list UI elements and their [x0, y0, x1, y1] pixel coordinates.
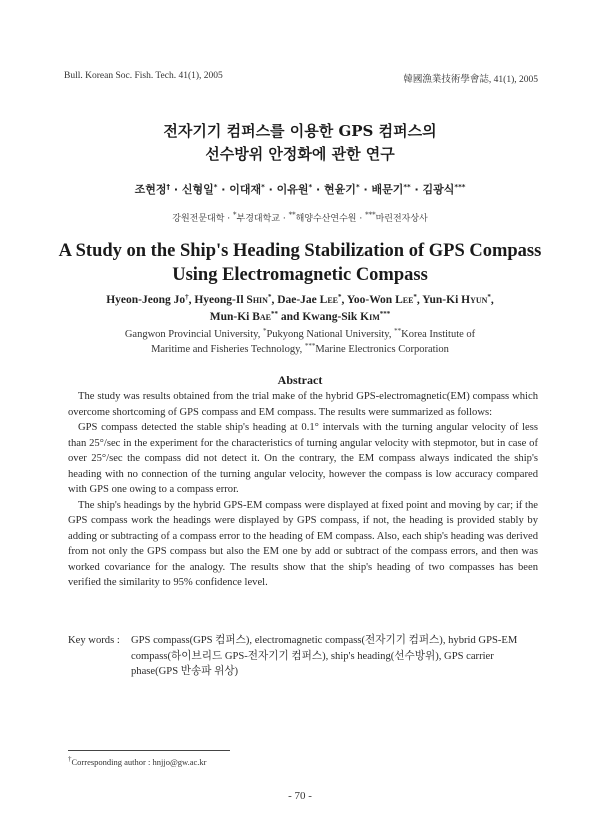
- running-head-right: 韓國漁業技術學會誌, 41(1), 2005: [403, 75, 538, 85]
- keywords-label: Key words :: [68, 635, 120, 646]
- affil-separator: ·: [280, 214, 289, 224]
- korean-author-5: 현윤기: [324, 183, 356, 196]
- affil-part: 해양수산연수원: [295, 214, 357, 224]
- korean-affiliation: [0, 211, 600, 224]
- affil-separator: ·: [356, 214, 366, 224]
- author-name: Yoo-Won: [346, 294, 396, 306]
- and-word: and: [280, 311, 300, 323]
- author-mark: **: [403, 183, 411, 191]
- abstract-paragraph: GPS compass detected the stable ship's heading at 0.1° intervals with the turning angular velocity of less than 25°/sec in the experiment for the characteristics of turning angular velocity with stepmotor, but in case of over 25°/sec the compass did not detect it. On the contrary, the EM compass always indicated the ship's heading with no connection of the turning angular velocity, however the compass is low accuracy compared with GPS one owing to a compass error.: [68, 422, 538, 495]
- author-surname: Lee: [319, 294, 338, 306]
- author-name: Dae-Jae: [277, 294, 320, 306]
- author-mark: *: [308, 183, 313, 191]
- footnote-mark: †: [68, 755, 72, 763]
- author-surname: Bae: [252, 311, 272, 323]
- author-mark: *: [413, 293, 417, 301]
- author-mark: *: [213, 183, 218, 191]
- affil-separator: ·: [224, 214, 234, 224]
- affil-part: Pukyong National University,: [266, 329, 395, 340]
- keywords: [68, 633, 538, 680]
- author-surname: Shin: [246, 294, 268, 306]
- author-mark: †: [166, 183, 170, 191]
- english-affiliation-line2: [0, 342, 600, 357]
- english-affiliation: [0, 327, 600, 357]
- korean-author-4: 이유원: [276, 183, 309, 196]
- english-title-line1: A Study on the Ship's Heading Stabilization of GPS Compass: [58, 241, 542, 261]
- english-title: [0, 239, 600, 287]
- affil-part: 강원전문대학: [172, 214, 225, 224]
- affil-part: 부경대학교: [236, 214, 281, 224]
- korean-authors: 조현정† · 신형일* · 이대재* · 이유원* · 현윤기* · 배문기** · 김광식***: [134, 183, 466, 196]
- korean-author-1: 조현정: [134, 183, 167, 196]
- affil-mark: ***: [365, 211, 376, 219]
- korean-title-line1: 전자기기 컴퍼스를 이용한 GPS 컴퍼스의: [163, 122, 437, 140]
- korean-author-3: 이대재: [229, 183, 262, 196]
- author-mark: **: [271, 310, 279, 318]
- english-title-line2: Using Electromagnetic Compass: [172, 265, 428, 285]
- author-mark: *: [487, 293, 491, 301]
- author-mark: ***: [454, 183, 466, 191]
- affil-mark: *: [233, 211, 237, 219]
- footnote: [68, 757, 207, 767]
- korean-author-2: 신형일: [181, 183, 214, 196]
- affil-mark: **: [394, 327, 402, 335]
- affil-mark: ***: [304, 342, 316, 350]
- abstract-heading: Abstract: [277, 373, 323, 387]
- author-name: Kwang-Sik: [302, 311, 361, 323]
- korean-author-6: 배문기: [371, 183, 404, 196]
- author-surname: Kim: [360, 311, 380, 323]
- author-name: Yun-Ki: [422, 294, 462, 306]
- author-mark: *: [261, 183, 265, 191]
- abstract-paragraph: The ship's headings by the hybrid GPS-EM compass were displayed at fixed point and moving by car; if the GPS compass work the headings were displayed by GPS compass, if not, the heading is provided stably by adding or subtracting of a compass error to the heading of EM compass. Also, each ship's heading was derived from not only the GPS compass but also the EM one by add or subtract of the compass errors, and then was worked covariance for the analogy. The results show that the ship's heading of two compasses has been verified the similarity to 95% confidence level.: [68, 499, 538, 588]
- korean-title-line2: 선수방위 안정화에 관한 연구: [205, 145, 395, 163]
- author-surname: Lee: [395, 294, 414, 306]
- author-name: Hyeong-Il: [194, 294, 247, 306]
- page-number: - 70 -: [288, 790, 312, 802]
- keywords-text: GPS compass(GPS 컴퍼스), electromagnetic compass(전자기기 컴퍼스), hybrid GPS-EM compass(하이브리드 GPS-전자기기 컴퍼스), ship's heading(선수방위), GPS carrier phase(GPS 반송파 위상): [131, 635, 518, 677]
- english-authors: [0, 292, 600, 326]
- abstract-paragraph: The study was results obtained from the trial make of the hybrid GPS-electromagnetic(EM) compass which overcome shortcoming of GPS compass and EM compass. The results were summarized as follows:: [68, 391, 538, 418]
- korean-title: [0, 120, 600, 166]
- english-affiliation-line1: [0, 327, 600, 342]
- affil-part: Marine Electronics Corporation: [315, 344, 449, 355]
- affil-part: Korea Institute of: [401, 329, 476, 340]
- author-mark: †: [185, 293, 189, 301]
- affil-mark: *: [262, 327, 267, 335]
- author-mark: *: [355, 183, 360, 191]
- affil-part: Gangwon Provincial University,: [124, 329, 263, 340]
- author-name: Mun-Ki: [209, 311, 253, 323]
- author-mark: *: [267, 293, 272, 301]
- affil-part: Maritime and Fisheries Technology,: [151, 344, 305, 355]
- author-mark: *: [338, 293, 342, 301]
- author-surname: Hyun: [461, 294, 488, 306]
- running-head-left: Bull. Korean Soc. Fish. Tech. 41(1), 2005: [64, 71, 223, 81]
- affil-part: 마린전자상사: [375, 214, 428, 224]
- english-authors-line2: [0, 309, 600, 326]
- author-mark: ***: [379, 310, 391, 318]
- footnote-rule: [68, 750, 230, 751]
- korean-author-7: 김광식: [422, 183, 455, 196]
- footnote-text: Corresponding author : hnjjo@gw.ac.kr: [71, 757, 207, 767]
- english-authors-line1: Hyeon-Jeong Jo†, Hyeong-Il Shin*, Dae-Jae Lee*, Yoo-Won Lee*, Yun-Ki Hyun*,: [106, 293, 494, 306]
- affil-mark: **: [288, 211, 296, 219]
- abstract-body: [68, 389, 538, 591]
- author-name: Hyeon-Jeong Jo: [106, 294, 186, 306]
